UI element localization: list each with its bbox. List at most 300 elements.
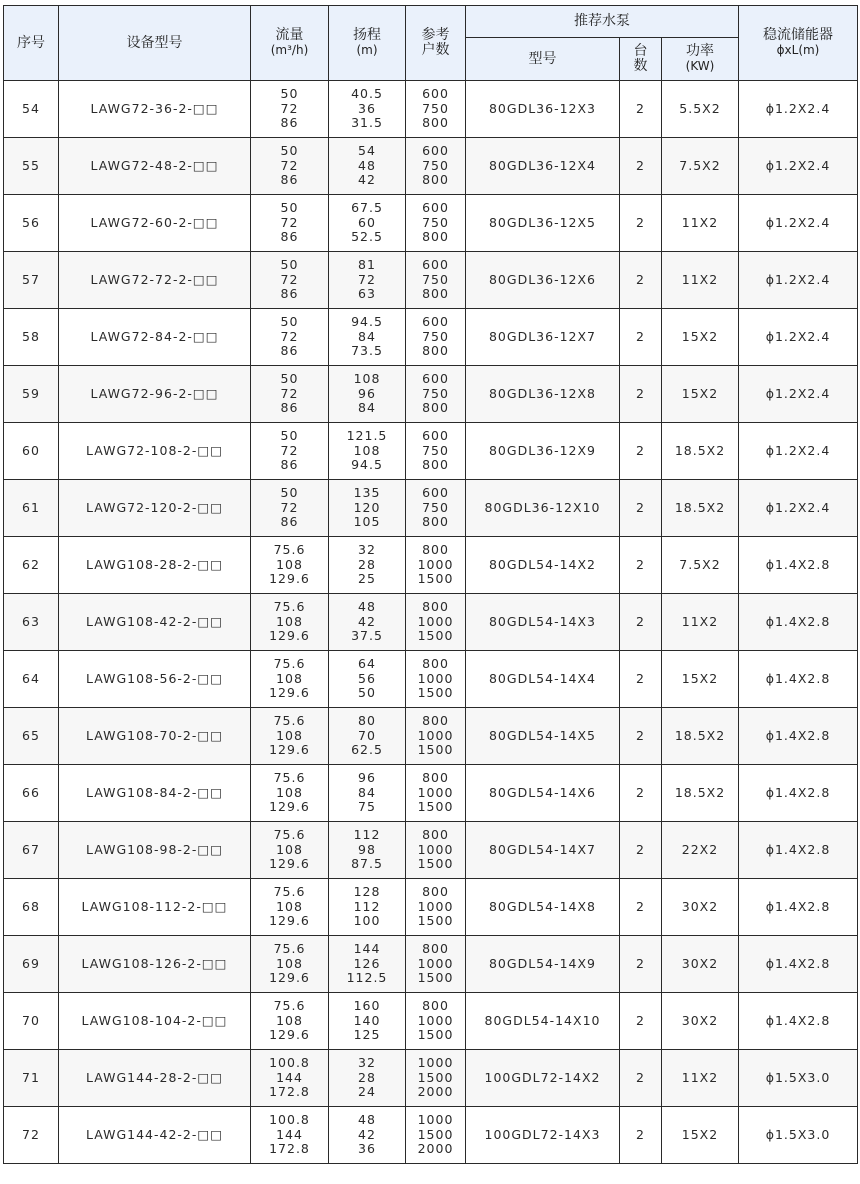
cell-flow-value: 86 (280, 286, 299, 302)
cell-households-value: 750 (422, 385, 449, 401)
cell-head-value: 31.5 (351, 115, 383, 131)
cell-flow (251, 594, 329, 651)
cell-flow-value: 129.6 (269, 970, 310, 986)
cell-households-value: 1500 (417, 742, 454, 758)
cell-pump-count: 2 (620, 993, 662, 1050)
cell-households-value: 1500 (417, 571, 454, 587)
table-row (4, 822, 858, 879)
cell-households-value: 750 (422, 442, 449, 458)
cell-head-value: 54 (358, 143, 376, 159)
cell-households-value: 800 (422, 514, 449, 530)
cell-flow (251, 423, 329, 480)
cell-flow-value: 86 (280, 400, 299, 416)
cell-no: 56 (4, 195, 59, 252)
cell-head (329, 1050, 406, 1107)
cell-model: LAWG108-126-2-□□ (59, 936, 251, 993)
cell-tank: ϕ1.2X2.4 (739, 423, 858, 480)
cell-head (329, 195, 406, 252)
cell-head-value: 64 (358, 656, 376, 672)
cell-pump-count: 2 (620, 138, 662, 195)
cell-households (406, 651, 466, 708)
cell-tank: ϕ1.4X2.8 (739, 594, 858, 651)
table-row (4, 480, 858, 537)
cell-no: 57 (4, 252, 59, 309)
cell-head-value: 67.5 (351, 200, 383, 216)
table-body (4, 81, 858, 1164)
cell-flow-value: 75.6 (273, 656, 306, 672)
cell-flow-value: 50 (280, 143, 299, 159)
cell-power: 15X2 (662, 651, 739, 708)
cell-power: 30X2 (662, 936, 739, 993)
cell-head-value: 144 (353, 941, 381, 957)
cell-flow-value: 75.6 (273, 542, 306, 558)
cell-power: 15X2 (662, 366, 739, 423)
cell-tank: ϕ1.4X2.8 (739, 651, 858, 708)
cell-head (329, 81, 406, 138)
cell-head-value: 112.5 (346, 970, 388, 986)
cell-head-value: 48 (358, 599, 376, 615)
cell-power: 5.5X2 (662, 81, 739, 138)
cell-pump-model: 80GDL54-14X5 (466, 708, 620, 765)
cell-head-value: 40.5 (351, 86, 383, 102)
cell-head (329, 936, 406, 993)
cell-households (406, 366, 466, 423)
cell-households-value: 600 (422, 200, 449, 216)
cell-power: 15X2 (662, 309, 739, 366)
cell-power: 18.5X2 (662, 480, 739, 537)
cell-head (329, 651, 406, 708)
cell-households (406, 423, 466, 480)
cell-head-value: 48 (358, 157, 376, 173)
cell-flow-value: 129.6 (269, 856, 310, 872)
cell-pump-count: 2 (620, 423, 662, 480)
cell-flow-value: 144 (276, 1069, 303, 1085)
cell-households-value: 800 (422, 343, 449, 359)
cell-households-value: 1000 (417, 955, 454, 971)
cell-flow (251, 879, 329, 936)
cell-head-value: 108 (353, 442, 381, 458)
cell-households (406, 138, 466, 195)
cell-households-value: 800 (422, 229, 449, 245)
cell-households-value: 600 (422, 371, 449, 387)
cell-pump-count: 2 (620, 480, 662, 537)
cell-flow-value: 86 (280, 229, 299, 245)
cell-households-value: 800 (422, 998, 449, 1014)
cell-flow (251, 765, 329, 822)
cell-households-value: 1500 (417, 856, 454, 872)
cell-head-value: 120 (353, 499, 381, 515)
cell-head-value: 125 (353, 1027, 381, 1043)
cell-head-value: 128 (353, 884, 381, 900)
cell-flow (251, 138, 329, 195)
cell-power: 30X2 (662, 879, 739, 936)
cell-households-value: 1500 (417, 685, 454, 701)
cell-head-value: 60 (358, 214, 376, 230)
cell-flow-value: 72 (280, 499, 299, 515)
cell-tank: ϕ1.4X2.8 (739, 879, 858, 936)
cell-no: 69 (4, 936, 59, 993)
cell-model: LAWG108-112-2-□□ (59, 879, 251, 936)
cell-households-value: 800 (422, 172, 449, 188)
cell-head (329, 879, 406, 936)
table-row (4, 765, 858, 822)
cell-households-value: 1500 (417, 913, 454, 929)
cell-flow-value: 86 (280, 514, 299, 530)
cell-households-value: 750 (422, 499, 449, 515)
cell-flow-value: 108 (276, 670, 303, 686)
cell-head-value: 42 (358, 613, 376, 629)
cell-flow-value: 50 (280, 428, 299, 444)
cell-households (406, 993, 466, 1050)
table-row (4, 594, 858, 651)
header-head: 扬程 (m) (329, 6, 406, 81)
cell-flow (251, 822, 329, 879)
cell-tank: ϕ1.2X2.4 (739, 138, 858, 195)
cell-pump-model: 80GDL54-14X3 (466, 594, 620, 651)
cell-households-value: 1500 (417, 799, 454, 815)
cell-flow-value: 108 (276, 1012, 303, 1028)
cell-pump-count: 2 (620, 594, 662, 651)
cell-flow-value: 108 (276, 841, 303, 857)
cell-flow-value: 50 (280, 485, 299, 501)
cell-households-value: 600 (422, 257, 449, 273)
cell-no: 72 (4, 1107, 59, 1164)
cell-no: 60 (4, 423, 59, 480)
cell-tank: ϕ1.4X2.8 (739, 936, 858, 993)
cell-households (406, 1107, 466, 1164)
cell-tank: ϕ1.4X2.8 (739, 822, 858, 879)
cell-households-value: 1500 (417, 1126, 454, 1142)
cell-pump-model: 80GDL36-12X6 (466, 252, 620, 309)
cell-power: 11X2 (662, 1050, 739, 1107)
cell-households-value: 1500 (417, 1069, 454, 1085)
cell-households (406, 1050, 466, 1107)
cell-flow-value: 108 (276, 556, 303, 572)
cell-power: 7.5X2 (662, 537, 739, 594)
cell-pump-count: 2 (620, 195, 662, 252)
cell-power: 11X2 (662, 252, 739, 309)
cell-households-value: 800 (422, 713, 449, 729)
cell-tank: ϕ1.2X2.4 (739, 480, 858, 537)
header-pump-model: 型号 (466, 38, 620, 81)
header-model: 设备型号 (59, 6, 251, 81)
cell-flow (251, 1050, 329, 1107)
cell-no: 64 (4, 651, 59, 708)
cell-flow (251, 195, 329, 252)
table-row (4, 195, 858, 252)
table-row (4, 138, 858, 195)
cell-pump-model: 80GDL54-14X7 (466, 822, 620, 879)
cell-households-value: 600 (422, 485, 449, 501)
cell-households-value: 800 (422, 542, 449, 558)
cell-power: 11X2 (662, 594, 739, 651)
cell-head-value: 73.5 (351, 343, 383, 359)
cell-pump-count: 2 (620, 81, 662, 138)
cell-no: 63 (4, 594, 59, 651)
cell-flow-value: 72 (280, 157, 299, 173)
cell-flow-value: 129.6 (269, 628, 310, 644)
table-row (4, 81, 858, 138)
table-row (4, 879, 858, 936)
cell-households-value: 1000 (417, 1112, 454, 1128)
cell-head-value: 112 (353, 827, 381, 843)
cell-pump-model: 80GDL36-12X7 (466, 309, 620, 366)
cell-head (329, 708, 406, 765)
cell-households-value: 750 (422, 271, 449, 287)
cell-head-value: 98 (358, 841, 376, 857)
cell-flow-value: 129.6 (269, 571, 310, 587)
cell-households-value: 1000 (417, 727, 454, 743)
cell-flow (251, 936, 329, 993)
cell-households-value: 1500 (417, 970, 454, 986)
cell-head (329, 480, 406, 537)
cell-model: LAWG108-84-2-□□ (59, 765, 251, 822)
cell-flow-value: 75.6 (273, 713, 306, 729)
cell-households (406, 195, 466, 252)
header-pump-count: 台 数 (620, 38, 662, 81)
cell-head-value: 126 (353, 955, 381, 971)
cell-households-value: 800 (422, 457, 449, 473)
cell-flow-value: 72 (280, 100, 299, 116)
cell-pump-model: 80GDL36-12X4 (466, 138, 620, 195)
cell-households-value: 600 (422, 143, 449, 159)
cell-head-value: 70 (358, 727, 376, 743)
cell-households (406, 822, 466, 879)
cell-pump-count: 2 (620, 309, 662, 366)
cell-pump-model: 80GDL54-14X9 (466, 936, 620, 993)
cell-flow-value: 50 (280, 200, 299, 216)
cell-flow (251, 81, 329, 138)
cell-flow-value: 50 (280, 257, 299, 273)
cell-households (406, 936, 466, 993)
cell-flow-value: 72 (280, 271, 299, 287)
cell-head-value: 42 (358, 172, 376, 188)
cell-pump-count: 2 (620, 822, 662, 879)
cell-pump-count: 2 (620, 366, 662, 423)
cell-head-value: 140 (353, 1012, 381, 1028)
cell-head-value: 62.5 (351, 742, 383, 758)
cell-no: 67 (4, 822, 59, 879)
cell-power: 7.5X2 (662, 138, 739, 195)
cell-model: LAWG108-70-2-□□ (59, 708, 251, 765)
cell-head-value: 94.5 (351, 314, 383, 330)
cell-head-value: 81 (358, 257, 376, 273)
cell-model: LAWG108-98-2-□□ (59, 822, 251, 879)
cell-pump-model: 80GDL54-14X6 (466, 765, 620, 822)
cell-flow (251, 1107, 329, 1164)
cell-head (329, 765, 406, 822)
cell-tank: ϕ1.5X3.0 (739, 1107, 858, 1164)
cell-households (406, 765, 466, 822)
cell-head-value: 84 (358, 328, 376, 344)
cell-flow-value: 129.6 (269, 742, 310, 758)
cell-model: LAWG72-72-2-□□ (59, 252, 251, 309)
cell-flow-value: 108 (276, 955, 303, 971)
cell-head-value: 36 (358, 100, 376, 116)
cell-head-value: 56 (358, 670, 376, 686)
cell-flow (251, 309, 329, 366)
cell-head (329, 423, 406, 480)
cell-flow-value: 108 (276, 898, 303, 914)
cell-households-value: 1000 (417, 670, 454, 686)
cell-head (329, 252, 406, 309)
cell-model: LAWG108-28-2-□□ (59, 537, 251, 594)
cell-flow-value: 75.6 (273, 941, 306, 957)
cell-tank: ϕ1.4X2.8 (739, 993, 858, 1050)
cell-no: 70 (4, 993, 59, 1050)
cell-flow (251, 480, 329, 537)
cell-power: 11X2 (662, 195, 739, 252)
cell-pump-count: 2 (620, 879, 662, 936)
cell-households-value: 800 (422, 827, 449, 843)
cell-households (406, 480, 466, 537)
cell-head-value: 32 (358, 542, 376, 558)
cell-no: 61 (4, 480, 59, 537)
cell-power: 15X2 (662, 1107, 739, 1164)
table-header (4, 6, 858, 81)
cell-no: 59 (4, 366, 59, 423)
cell-households-value: 2000 (417, 1141, 454, 1157)
cell-flow-value: 86 (280, 172, 299, 188)
table-row (4, 309, 858, 366)
cell-households-value: 1000 (417, 1055, 454, 1071)
table-row (4, 537, 858, 594)
cell-households-value: 800 (422, 884, 449, 900)
cell-households-value: 1000 (417, 1012, 454, 1028)
cell-flow-value: 108 (276, 613, 303, 629)
cell-head-value: 52.5 (351, 229, 383, 245)
cell-flow-value: 75.6 (273, 998, 306, 1014)
cell-households-value: 1000 (417, 613, 454, 629)
cell-head (329, 822, 406, 879)
cell-flow-value: 144 (276, 1126, 303, 1142)
cell-no: 66 (4, 765, 59, 822)
cell-head (329, 309, 406, 366)
cell-households-value: 750 (422, 157, 449, 173)
cell-tank: ϕ1.4X2.8 (739, 708, 858, 765)
cell-pump-model: 80GDL54-14X8 (466, 879, 620, 936)
cell-flow (251, 252, 329, 309)
cell-head (329, 138, 406, 195)
cell-head-value: 112 (353, 898, 381, 914)
table-row (4, 708, 858, 765)
cell-households-value: 750 (422, 328, 449, 344)
cell-model: LAWG108-42-2-□□ (59, 594, 251, 651)
header-flow: 流量 (m³/h) (251, 6, 329, 81)
cell-no: 62 (4, 537, 59, 594)
cell-head-value: 75 (358, 799, 376, 815)
cell-households-value: 1000 (417, 784, 454, 800)
cell-model: LAWG72-120-2-□□ (59, 480, 251, 537)
table-row (4, 423, 858, 480)
cell-head-value: 100 (353, 913, 381, 929)
cell-power: 18.5X2 (662, 708, 739, 765)
cell-model: LAWG108-56-2-□□ (59, 651, 251, 708)
cell-model: LAWG144-28-2-□□ (59, 1050, 251, 1107)
cell-head-value: 108 (353, 371, 381, 387)
cell-flow-value: 108 (276, 727, 303, 743)
cell-households-value: 600 (422, 314, 449, 330)
cell-head-value: 80 (358, 713, 376, 729)
cell-no: 65 (4, 708, 59, 765)
cell-head-value: 63 (358, 286, 376, 302)
cell-households (406, 708, 466, 765)
cell-head-value: 135 (353, 485, 381, 501)
cell-tank: ϕ1.2X2.4 (739, 309, 858, 366)
cell-head-value: 28 (358, 556, 376, 572)
cell-flow-value: 86 (280, 457, 299, 473)
cell-head-value: 160 (353, 998, 381, 1014)
cell-households (406, 537, 466, 594)
cell-households-value: 800 (422, 115, 449, 131)
cell-households (406, 594, 466, 651)
cell-households (406, 252, 466, 309)
cell-model: LAWG72-108-2-□□ (59, 423, 251, 480)
cell-pump-model: 80GDL36-12X5 (466, 195, 620, 252)
cell-model: LAWG72-48-2-□□ (59, 138, 251, 195)
cell-flow-value: 75.6 (273, 770, 306, 786)
cell-pump-model: 80GDL54-14X4 (466, 651, 620, 708)
cell-flow-value: 100.8 (269, 1055, 310, 1071)
cell-head (329, 1107, 406, 1164)
cell-households-value: 1000 (417, 556, 454, 572)
cell-flow-value: 72 (280, 442, 299, 458)
table-row (4, 366, 858, 423)
cell-flow-value: 129.6 (269, 913, 310, 929)
cell-flow-value: 86 (280, 343, 299, 359)
cell-power: 22X2 (662, 822, 739, 879)
cell-flow-value: 129.6 (269, 685, 310, 701)
header-pump-group: 推荐水泵 (466, 6, 739, 38)
cell-head (329, 993, 406, 1050)
cell-flow (251, 651, 329, 708)
cell-pump-model: 80GDL36-12X10 (466, 480, 620, 537)
cell-model: LAWG72-96-2-□□ (59, 366, 251, 423)
cell-pump-count: 2 (620, 252, 662, 309)
cell-tank: ϕ1.2X2.4 (739, 195, 858, 252)
table-row (4, 993, 858, 1050)
table-row (4, 1107, 858, 1164)
cell-households (406, 879, 466, 936)
header-tank: 稳流储能器 ϕxL(m) (739, 6, 858, 81)
cell-tank: ϕ1.5X3.0 (739, 1050, 858, 1107)
cell-model: LAWG144-42-2-□□ (59, 1107, 251, 1164)
cell-head-value: 25 (358, 571, 376, 587)
cell-no: 71 (4, 1050, 59, 1107)
cell-flow-value: 108 (276, 784, 303, 800)
cell-head-value: 87.5 (351, 856, 383, 872)
cell-households-value: 2000 (417, 1084, 454, 1100)
cell-households-value: 1500 (417, 628, 454, 644)
cell-pump-count: 2 (620, 537, 662, 594)
cell-head-value: 42 (358, 1126, 376, 1142)
table-row (4, 936, 858, 993)
cell-power: 18.5X2 (662, 765, 739, 822)
cell-households (406, 81, 466, 138)
cell-pump-count: 2 (620, 708, 662, 765)
cell-flow-value: 50 (280, 314, 299, 330)
cell-tank: ϕ1.4X2.8 (739, 537, 858, 594)
cell-pump-model: 100GDL72-14X3 (466, 1107, 620, 1164)
cell-households-value: 1000 (417, 898, 454, 914)
cell-tank: ϕ1.2X2.4 (739, 252, 858, 309)
cell-head-value: 121.5 (346, 428, 388, 444)
cell-power: 30X2 (662, 993, 739, 1050)
cell-model: LAWG108-104-2-□□ (59, 993, 251, 1050)
cell-head-value: 96 (358, 385, 376, 401)
cell-flow-value: 100.8 (269, 1112, 310, 1128)
table-row (4, 252, 858, 309)
